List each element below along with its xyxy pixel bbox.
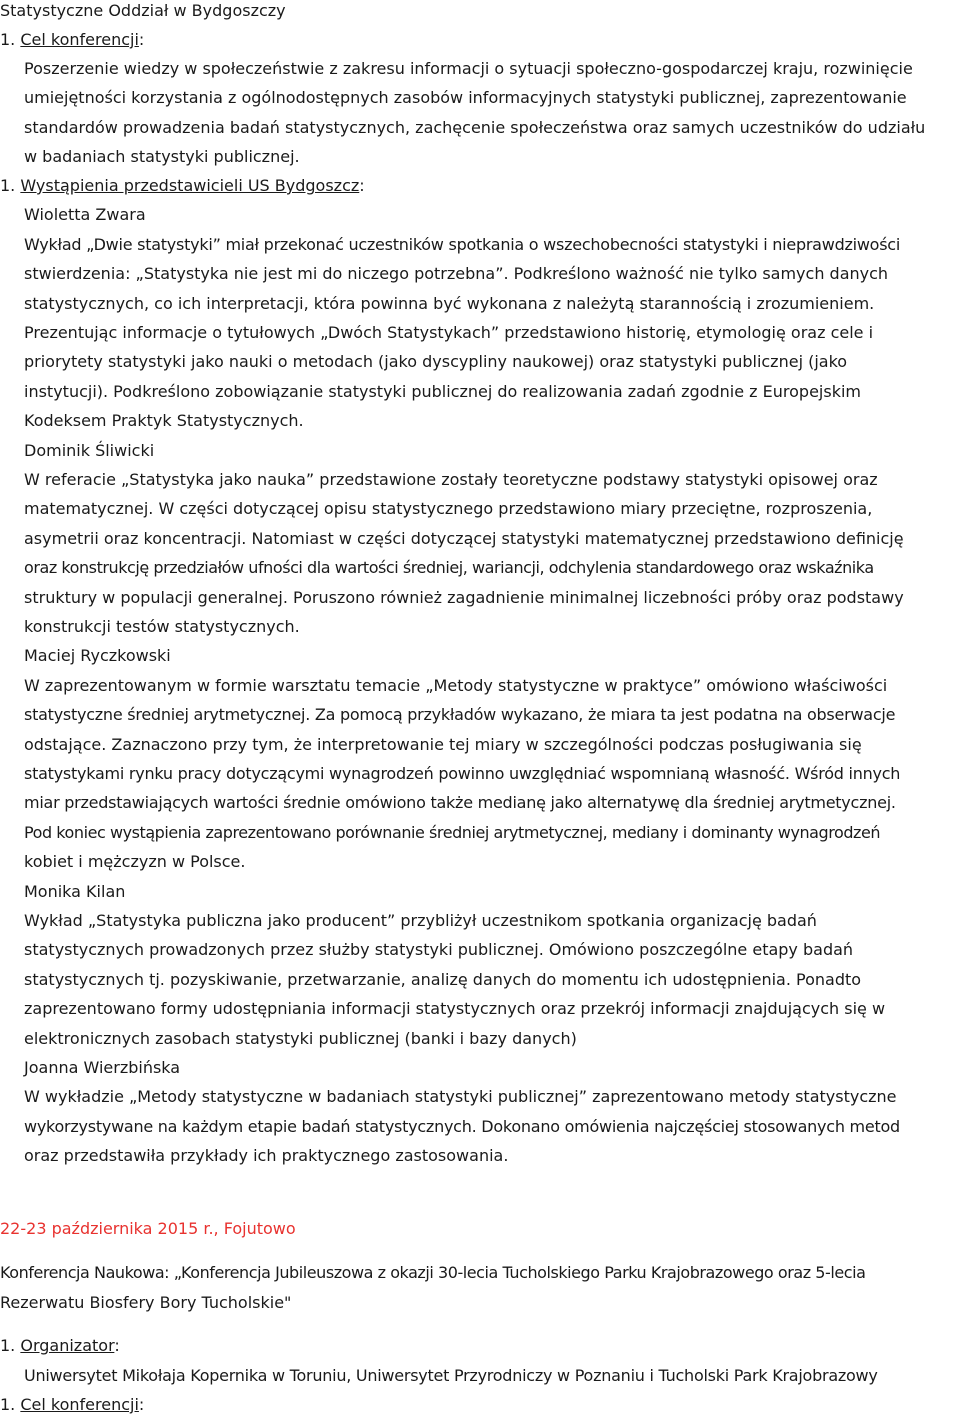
speaker-text-line: konstrukcji testów statystycznych. xyxy=(24,617,300,636)
list-number: 1. xyxy=(0,1336,16,1355)
speaker-text-line: Prezentując informacje o tytułowych „Dwóch Statystykach” przedstawiono historię, etymologię oraz cele i xyxy=(24,323,874,342)
speaker-text-line: asymetrii oraz koncentracji. Natomiast w części dotyczącej statystyki matematycznej przedstawiono definicję xyxy=(24,529,904,548)
speaker-text-line: oraz konstrukcję przedziałów ufności dla wartości średniej, wariancji, odchylenia standardowego oraz wskaźnika xyxy=(24,558,874,577)
list-number: 1. xyxy=(0,30,16,49)
speaker-text-line: Wykład „Statystyka publiczna jako producent” przybliżył uczestnikom spotkania organizację badań xyxy=(24,911,817,930)
speaker-text-line: Wykład „Dwie statystyki” miał przekonać uczestników spotkania o wszechobecności statystyki i nieprawdziwości xyxy=(24,235,901,254)
speaker-text-line: oraz przedstawiła przykłady ich praktycznego zastosowania. xyxy=(24,1146,509,1165)
speaker-text-line: instytucji). Podkreślono zobowiązanie statystyki publicznej do realizowania zadań zgodnie z Europejskim xyxy=(24,382,861,401)
speaker-text-line: odstające. Zaznaczono przy tym, że interpretowanie tej miary w szczególności podczas posługiwania się xyxy=(24,735,862,754)
speaker-text-line: priorytety statystyki jako nauki o metodach (jako dyscypliny naukowej) oraz statystyki publicznej (jako xyxy=(24,352,848,371)
speaker-name: Wioletta Zwara xyxy=(24,205,146,224)
event-location: , Fojutowo xyxy=(213,1219,296,1238)
speaker-text-line: W wykładzie „Metody statystyczne w badaniach statystyki publicznej” zaprezentowano metody statystyczne xyxy=(24,1087,897,1106)
organizer-heading xyxy=(0,1335,120,1357)
goal-text-line: standardów prowadzenia badań statystycznych, zachęcenie społeczeństwa oraz samych uczestników do udziału xyxy=(24,118,926,137)
presentations-heading xyxy=(0,175,365,197)
speaker-text-line: statystycznych prowadzonych przez służby statystyki publicznej. Omówiono poszczególne etapy badań xyxy=(24,940,854,959)
speaker-name: Monika Kilan xyxy=(24,882,126,901)
speaker-text-line: elektronicznych zasobach statystyki publicznej (banki i bazy danych) xyxy=(24,1029,577,1048)
speaker-text-line: kobiet i mężczyzn w Polsce. xyxy=(24,852,246,871)
event-date-line xyxy=(0,1218,296,1240)
goal-heading xyxy=(0,1394,144,1416)
speaker-name: Joanna Wierzbińska xyxy=(24,1058,181,1077)
speaker-name: Maciej Ryczkowski xyxy=(24,646,171,665)
speaker-text-line: matematycznej. W części dotyczącej opisu statystycznego przedstawiono miary przeciętne, rozproszenia, xyxy=(24,499,873,518)
colon: : xyxy=(359,176,365,195)
organizer-label: Organizator xyxy=(20,1336,115,1355)
speaker-text-line: zaprezentowano formy udostępniania informacji statystycznych oraz przekrój informacji znajdujących się w xyxy=(24,999,886,1018)
event-date: 22-23 października 2015 r. xyxy=(0,1219,214,1238)
list-number: 1. xyxy=(0,1395,16,1414)
presentations-label: Wystąpienia przedstawicieli US Bydgoszcz xyxy=(20,176,360,195)
speaker-text-line: statystycznych, co ich interpretacji, która powinna być wykonana z należytą starannością i zrozumieniem. xyxy=(24,294,875,313)
speaker-text-line: W referacie „Statystyka jako nauka” przedstawione zostały teoretyczne podstawy statystyki opisowej oraz xyxy=(24,470,878,489)
speaker-text-line: stwierdzenia: „Statystyka nie jest mi do niczego potrzebna”. Podkreślono ważność nie tylko samych danych xyxy=(24,264,889,283)
goal-text-line: w badaniach statystyki publicznej. xyxy=(24,147,300,166)
goal-heading xyxy=(0,29,144,51)
header-line: Statystyczne Oddział w Bydgoszczy xyxy=(0,1,286,20)
speaker-text-line: statystycznych tj. pozyskiwanie, przetwarzanie, analizę danych do momentu ich udostępnienia. Ponadto xyxy=(24,970,862,989)
speaker-name: Dominik Śliwicki xyxy=(24,441,155,460)
speaker-text-line: Kodeksem Praktyk Statystycznych. xyxy=(24,411,304,430)
speaker-text-line: struktury w populacji generalnej. Poruszono również zagadnienie minimalnej liczebności próby oraz podstawy xyxy=(24,588,904,607)
goal-text-line: umiejętności korzystania z ogólnodostępnych zasobów informacyjnych statystyki publicznej, zaprezentowanie xyxy=(24,88,907,107)
speaker-text-line: W zaprezentowanym w formie warsztatu temacie „Metody statystyczne w praktyce” omówiono właściwości xyxy=(24,676,888,695)
goal-label: Cel konferencji xyxy=(20,30,139,49)
speaker-text-line: wykorzystywane na każdym etapie badań statystycznych. Dokonano omówienia najczęściej stosowanych metod xyxy=(24,1117,900,1136)
goal-text-line: Poszerzenie wiedzy w społeczeństwie z zakresu informacji o sytuacji społeczno-gospodarczej kraju, rozwinięcie xyxy=(24,59,913,78)
colon: : xyxy=(114,1336,120,1355)
goal-label: Cel konferencji xyxy=(20,1395,139,1414)
colon: : xyxy=(138,30,145,49)
speaker-text-line: miar przedstawiających wartości średnie omówiono także medianę jako alternatywę dla średniej arytmetycznej. xyxy=(24,793,896,812)
event-title-line: Rezerwatu Biosfery Bory Tucholskie" xyxy=(0,1293,292,1312)
list-number: 1. xyxy=(0,176,16,195)
event-title-line: Konferencja Naukowa: „Konferencja Jubileuszowa z okazji 30-lecia Tucholskiego Parku Krajobrazowego oraz 5-lecia xyxy=(0,1263,866,1282)
colon: : xyxy=(138,1395,145,1414)
speaker-text-line: statystykami rynku pracy dotyczącymi wynagrodzeń powinno uwzględniać wspomnianą własność. Wśród innych xyxy=(24,764,901,783)
speaker-text-line: Pod koniec wystąpienia zaprezentowano porównanie średniej arytmetycznej, mediany i dominanty wynagrodzeń xyxy=(24,823,881,842)
organizer-text: Uniwersytet Mikołaja Kopernika w Toruniu, Uniwersytet Przyrodniczy w Poznaniu i Tucholski Park Krajobrazowy xyxy=(24,1366,878,1385)
speaker-text-line: statystyczne średniej arytmetycznej. Za pomocą przykładów wykazano, że miara ta jest podatna na obserwacje xyxy=(24,705,896,724)
